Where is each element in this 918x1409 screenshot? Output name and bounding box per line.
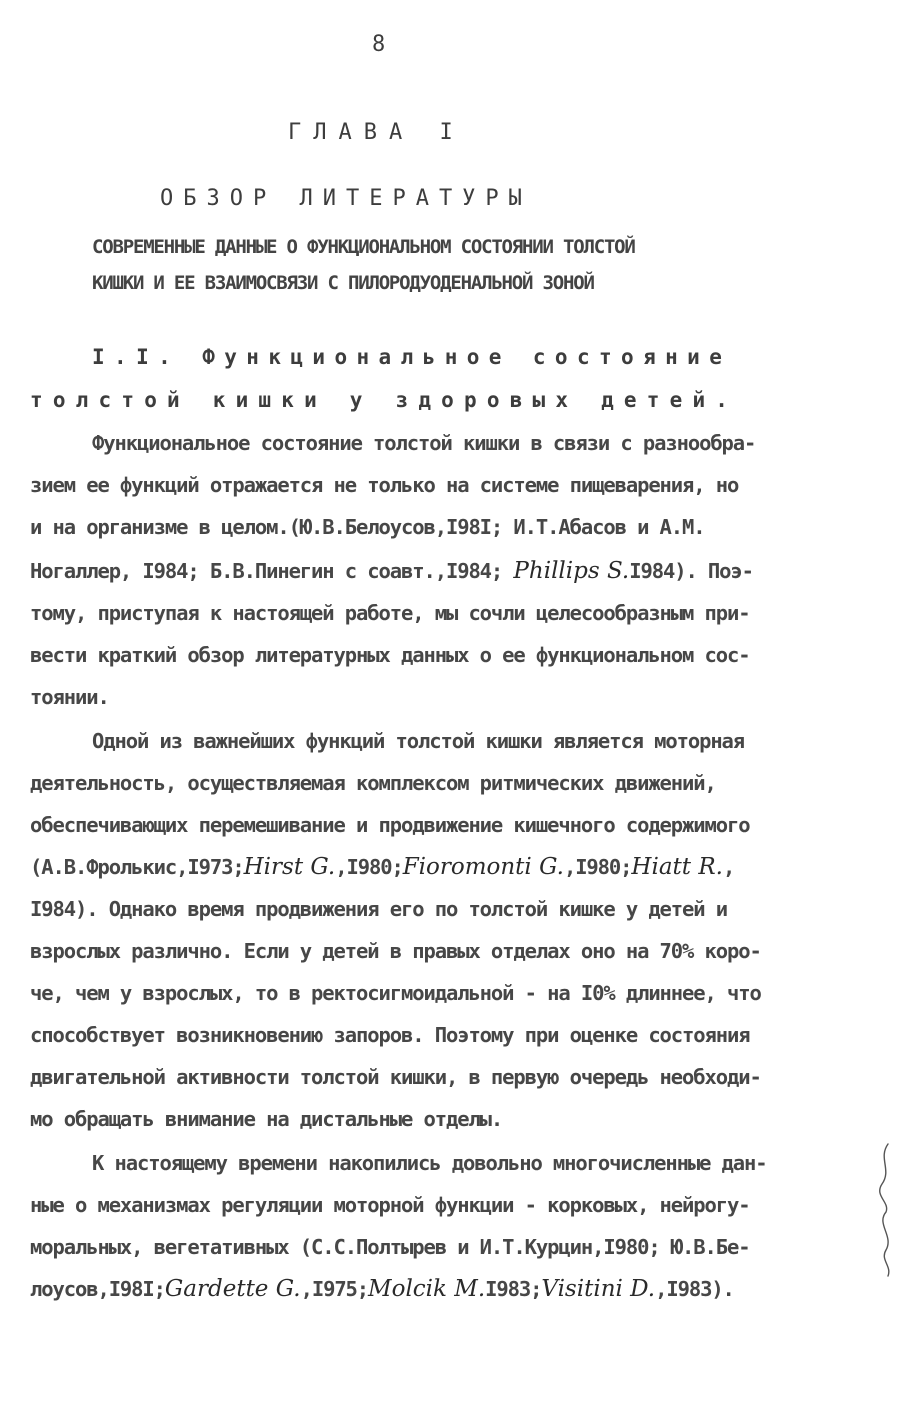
p2-line-4 (30, 852, 734, 882)
handwritten-citation-visitini: Visitini D. (541, 1276, 656, 1302)
p2-line-4-text-d: , (722, 855, 735, 879)
p2-line-5: I984). Однако время продвижения его по толстой кишке у детей и (30, 897, 728, 921)
p1-line-5: тому, приступая к настоящей работе, мы сочли целесообразным при- (30, 601, 750, 625)
p3-line-4-text-a: лоусов,I98I; (30, 1277, 165, 1301)
p1-line-3: и на организме в целом.(Ю.В.Белоусов,I98I; И.Т.Абасов и А.М. (30, 515, 705, 539)
p3-line-1: К настоящему времени накопились довольно многочисленные дан- (92, 1151, 767, 1175)
subheading-line-2: КИШКИ И ЕЕ ВЗАИМОСВЯЗИ С ПИЛОРОДУОДЕНАЛЬНОЙ ЗОНОЙ (92, 272, 594, 294)
handwritten-citation-fioromonti: Fioromonti G. (402, 854, 564, 880)
p3-line-4-text-b: ,I975; (300, 1277, 369, 1301)
subheading-line-1: СОВРЕМЕННЫЕ ДАННЫЕ О ФУНКЦИОНАЛЬНОМ СОСТОЯНИИ ТОЛСТОЙ (92, 236, 635, 258)
page-number: 8 (372, 32, 386, 57)
p3-line-4 (30, 1274, 734, 1304)
p1-line-6: вести краткий обзор литературных данных о ее функциональном сос- (30, 643, 750, 667)
p3-line-4-text-d: ,I983). (655, 1277, 734, 1301)
p1-line-4-text-a: Ногаллер, I984; Б.В.Пинегин с соавт.,I984; (30, 559, 514, 583)
subsection-title-line-2: толстой кишки у здоровых детей. (30, 388, 739, 412)
p1-line-4-text-b: I984). Поэ- (629, 559, 753, 583)
subsection-title-line-1: I.I. Функциональное состояние (92, 345, 732, 369)
p3-line-2: ные о механизмах регуляции моторной функции - корковых, нейрогу- (30, 1193, 750, 1217)
p1-line-7: тоянии. (30, 685, 109, 709)
handwritten-citation-phillips: Phillips S. (513, 558, 630, 584)
p2-line-4-text-a: (А.В.Фролькис,I973; (30, 855, 244, 879)
p2-line-6: взрослых различно. Если у детей в правых отделах оно на 70% коро- (30, 939, 761, 963)
p3-line-3: моральных, вегетативных (С.С.Полтырев и И.Т.Курцин,I980; Ю.В.Бе- (30, 1235, 750, 1259)
margin-brace-mark (868, 1140, 908, 1280)
p2-line-8: способствует возникновению запоров. Поэтому при оценке состояния (30, 1023, 750, 1047)
handwritten-citation-gardette: Gardette G. (164, 1276, 301, 1302)
chapter-title: ГЛАВА I (288, 120, 465, 145)
p2-line-4-text-b: ,I980; (335, 855, 403, 879)
handwritten-citation-hirst: Hirst G. (243, 854, 336, 880)
p1-line-2: зием ее функций отражается не только на системе пищеварения, но (30, 473, 739, 497)
handwritten-citation-hiatt: Hiatt R. (631, 854, 723, 880)
p1-line-4 (30, 556, 753, 586)
p2-line-3: обеспечивающих перемешивание и продвижение кишечного содержимого (30, 813, 750, 837)
p2-line-10: мо обращать внимание на дистальные отделы. (30, 1107, 503, 1131)
handwritten-citation-molcik: Molcik M. (368, 1276, 486, 1302)
p2-line-4-text-c: ,I980; (563, 855, 632, 879)
p2-line-9: двигательной активности толстой кишки, в первую очередь необходи- (30, 1065, 761, 1089)
p2-line-2: деятельность, осуществляемая комплексом ритмических движений, (30, 771, 716, 795)
p1-line-1: Функциональное состояние толстой кишки в связи с разнообра- (92, 431, 756, 455)
p2-line-1: Одной из важнейших функций толстой кишки является моторная (92, 729, 745, 753)
p2-line-7: че, чем у взрослых, то в ректосигмоидальной - на I0% длиннее, что (30, 981, 761, 1005)
section-title: ОБЗОР ЛИТЕРАТУРЫ (160, 186, 532, 211)
p3-line-4-text-c: I983; (485, 1277, 542, 1301)
